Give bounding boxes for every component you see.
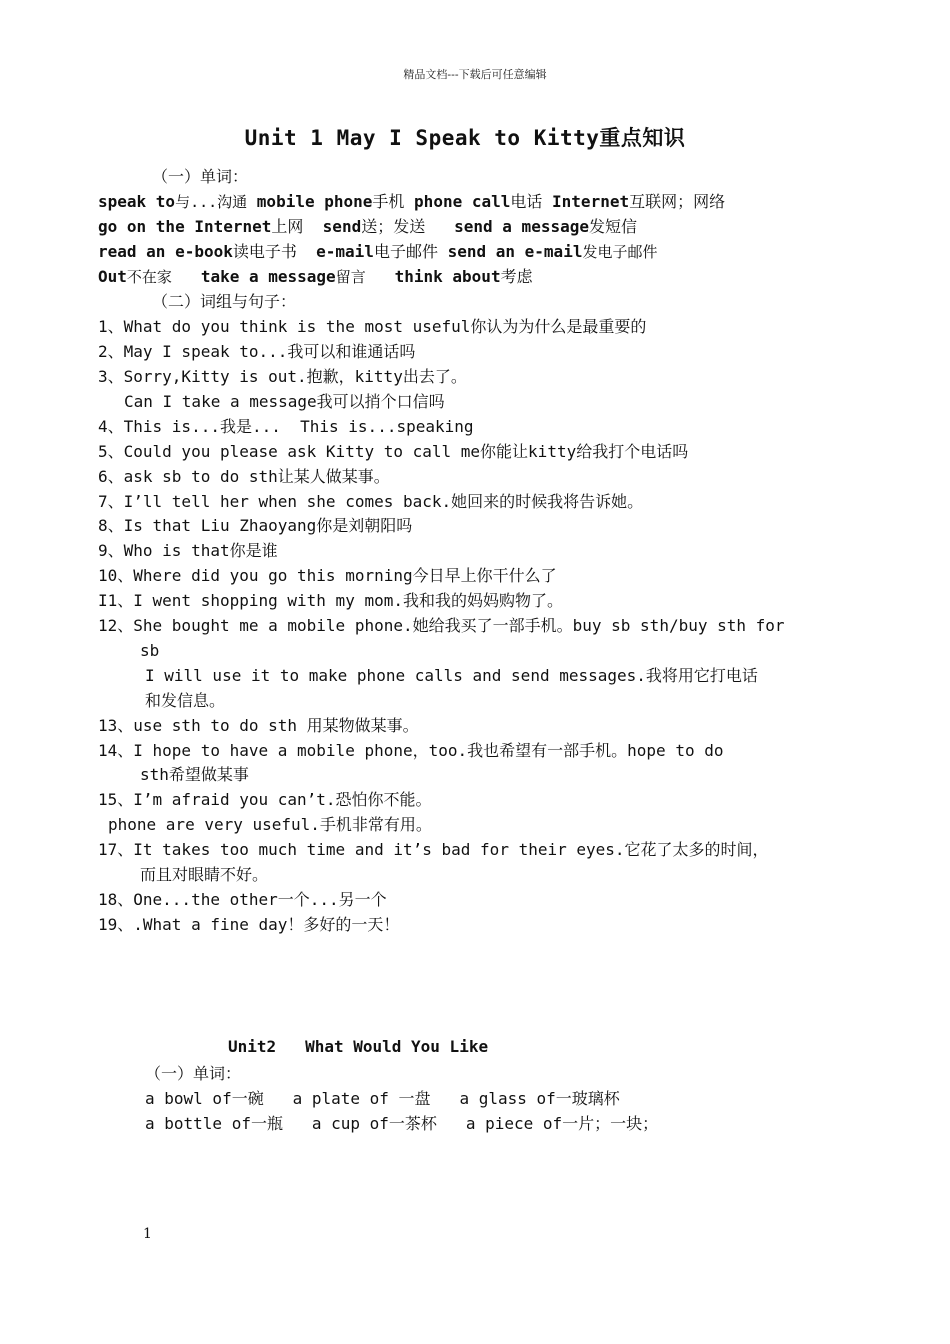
phrase-line: 而且对眼睛不好。	[140, 865, 269, 884]
vocab-zh: 电话	[510, 192, 543, 211]
vocab-en: go on the Internet	[98, 217, 272, 236]
phrase-line: 17、It takes too much time and it’s bad for their eyes.它花了太多的时间，	[98, 840, 769, 859]
vocab-line-2	[98, 215, 637, 239]
phrase-line: I will use it to make phone calls and send messages.我将用它打电话	[145, 666, 758, 685]
vocab-zh: 互联网；网络	[629, 192, 726, 211]
unit2-section-heading: （一）单词：	[145, 1064, 242, 1083]
vocab-zh: 上网	[271, 217, 304, 236]
vocab-line-1	[98, 190, 725, 214]
phrase-line: 6、ask sb to do sth让某人做某事。	[98, 467, 390, 486]
vocab-en: speak to	[98, 192, 176, 211]
vocab-line-4	[98, 265, 533, 289]
page-title: Unit 1 May I Speak to Kitty重点知识	[244, 126, 686, 150]
phrase-line: 7、I’ll tell her when she comes back.她回来的时候我将告诉她。	[98, 492, 644, 511]
phrase-line: 18、One...the other一个...另一个	[98, 890, 387, 909]
vocab-zh: 发短信	[588, 217, 637, 236]
vocab-en: read an e-book	[98, 242, 233, 261]
vocab-en: send a message	[454, 217, 589, 236]
vocab-en: send an e-mail	[447, 242, 583, 261]
unit2-vocab-line: a bowl of一碗 a plate of 一盘 a glass of一玻璃杯	[145, 1089, 620, 1108]
vocab-en: Internet	[552, 192, 630, 211]
phrase-line: 12、She bought me a mobile phone.她给我买了一部手机。buy sb sth/buy sth for	[98, 616, 785, 635]
vocab-zh: 不在家	[126, 268, 172, 286]
phrase-line: 10、Where did you go this morning今日早上你干什么了	[98, 566, 557, 585]
vocab-zh: 电子邮件	[373, 242, 438, 261]
vocab-en: think about	[394, 267, 501, 286]
phrase-line: 15、I’m afraid you can’t.恐怕你不能。	[98, 790, 432, 809]
unit2-title: Unit2 What Would You Like	[228, 1037, 489, 1056]
vocab-en: Out	[98, 267, 127, 286]
vocab-zh: 手机	[372, 192, 405, 211]
vocab-en: mobile phone	[256, 192, 373, 211]
page-number: 1	[143, 1226, 152, 1242]
vocab-zh: 读电子书	[232, 242, 297, 261]
phrase-line: 1、What do you think is the most useful你认为为什么是最重要的	[98, 317, 647, 336]
vocab-zh: 与...沟通	[175, 193, 248, 211]
vocab-zh: 送；发送	[361, 217, 426, 236]
phrase-line: phone are very useful.手机非常有用。	[108, 815, 432, 834]
section-heading-vocab: （一）单词：	[152, 167, 249, 186]
phrase-line: 13、use sth to do sth 用某物做某事。	[98, 716, 419, 735]
phrase-line: 3、Sorry,Kitty is out.抱歉，kitty出去了。	[98, 367, 467, 386]
phrase-line: Can I take a message我可以捎个口信吗	[124, 392, 445, 411]
section-heading-phrases: （二）词组与句子：	[152, 292, 297, 311]
phrase-line: 2、May I speak to...我可以和谁通话吗	[98, 342, 416, 361]
phrase-line: 8、Is that Liu Zhaoyang你是刘朝阳吗	[98, 516, 413, 535]
phrase-line: 4、This is...我是... This is...speaking	[98, 417, 474, 436]
vocab-line-3	[98, 240, 657, 264]
phrase-line: I1、I went shopping with my mom.我和我的妈妈购物了。	[98, 591, 563, 610]
phrase-line: 5、Could you please ask Kitty to call me你能让kitty给我打个电话吗	[98, 442, 689, 461]
page-header: 精品文档---下载后可任意编辑	[403, 68, 547, 81]
phrase-line: sb	[140, 641, 160, 660]
vocab-zh: 发电子邮件	[582, 243, 658, 261]
phrase-line: 9、Who is that你是谁	[98, 541, 278, 560]
phrase-line: 和发信息。	[145, 691, 226, 710]
vocab-zh: 留言	[335, 268, 366, 286]
vocab-en: take a message	[200, 267, 336, 286]
unit2-vocab-line: a bottle of一瓶 a cup of一茶杯 a piece of一片；一块；	[145, 1114, 659, 1133]
vocab-en: e-mail	[316, 242, 374, 261]
phrase-line: 19、.What a fine day！多好的一天！	[98, 915, 400, 934]
vocab-zh: 考虑	[500, 267, 533, 286]
phrase-line: sth希望做某事	[140, 765, 249, 784]
phrase-line: 14、I hope to have a mobile phone，too.我也希望有一部手机。hope to do	[98, 741, 724, 760]
vocab-en: phone call	[414, 192, 511, 211]
vocab-en: send	[322, 217, 362, 236]
